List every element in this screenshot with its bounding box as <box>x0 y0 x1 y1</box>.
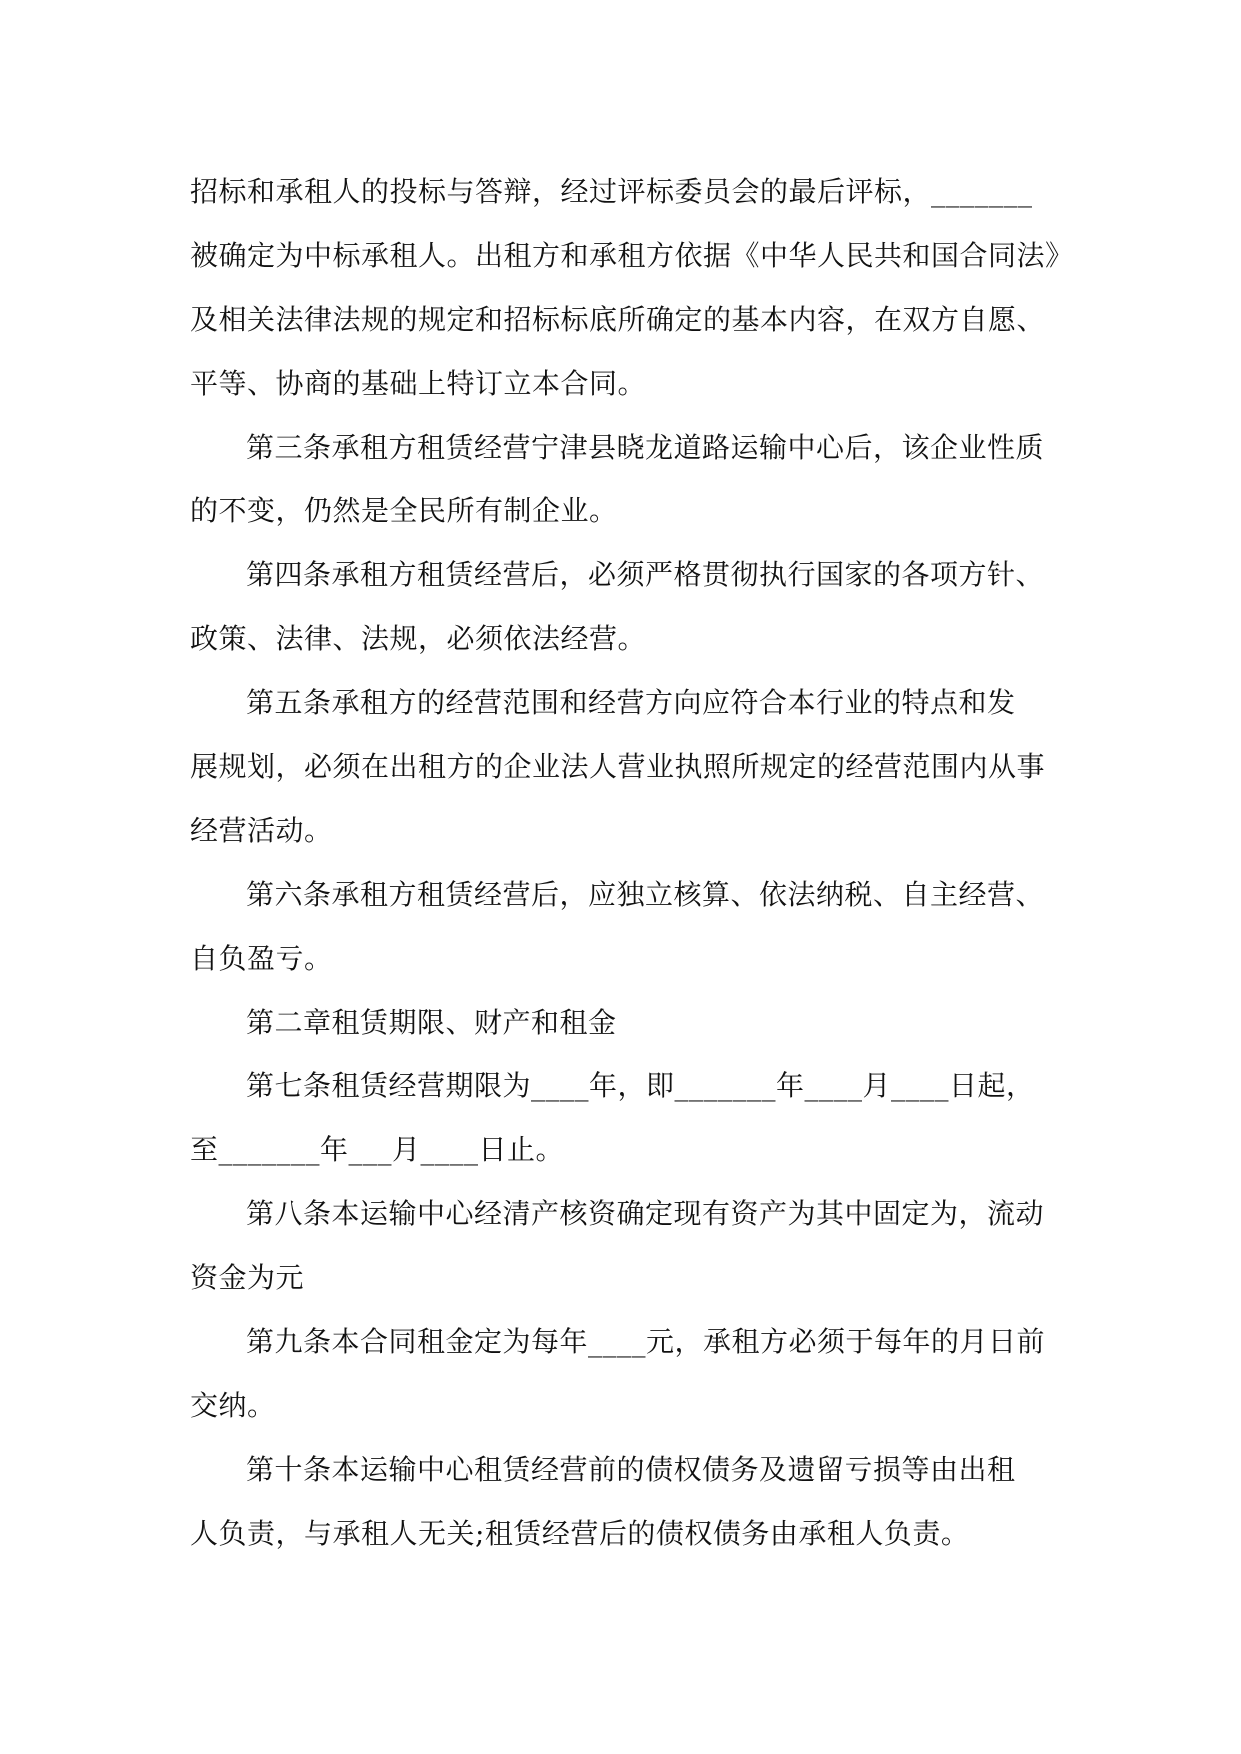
text-line: 第三条承租方租赁经营宁津县晓龙道路运输中心后，该企业性质 <box>246 430 1045 464</box>
text-line: 第四条承租方租赁经营后，必须严格贯彻执行国家的各项方针、 <box>246 558 1045 592</box>
text-line: 交纳。 <box>190 1388 276 1422</box>
text-line: 被确定为中标承租人。出租方和承租方依据《中华人民共和国合同法》 <box>190 238 1074 272</box>
text-line: 平等、协商的基础上特订立本合同。 <box>190 366 647 400</box>
text-line: 及相关法律法规的规定和招标标底所确定的基本内容，在双方自愿、 <box>190 302 1046 336</box>
text-line: 的不变，仍然是全民所有制企业。 <box>190 494 618 528</box>
text-line: 招标和承租人的投标与答辩，经过评标委员会的最后评标，_______ <box>190 175 1033 208</box>
text-line: 至_______年___月____日止。 <box>190 1133 565 1167</box>
contract-text <box>190 160 1074 1566</box>
text-line: 经营活动。 <box>190 813 333 847</box>
text-line: 资金为元 <box>190 1261 305 1295</box>
text-line: 第八条本运输中心经清产核资确定现有资产为其中固定为，流动 <box>246 1197 1045 1231</box>
text-line: 第六条承租方租赁经营后，应独立核算、依法纳税、自主经营、 <box>246 877 1045 911</box>
text-line: 第七条租赁经营期限为____年，即_______年____月____日起， <box>246 1069 1035 1103</box>
text-line: 政策、法律、法规，必须依法经营。 <box>190 622 647 656</box>
text-line: 第二章租赁期限、财产和租金 <box>246 1005 617 1039</box>
text-line: 自负盈亏。 <box>190 941 333 975</box>
text-line: 第十条本运输中心租赁经营前的债权债务及遗留亏损等由出租 <box>246 1452 1016 1486</box>
text-line: 第九条本合同租金定为每年____元，承租方必须于每年的月日前 <box>246 1325 1046 1359</box>
text-line: 展规划，必须在出租方的企业法人营业执照所规定的经营范围内从事 <box>190 750 1046 784</box>
text-line: 第五条承租方的经营范围和经营方向应符合本行业的特点和发 <box>246 686 1016 720</box>
text-line: 人负责，与承租人无关;租赁经营后的债权债务由承租人负责。 <box>190 1516 970 1550</box>
